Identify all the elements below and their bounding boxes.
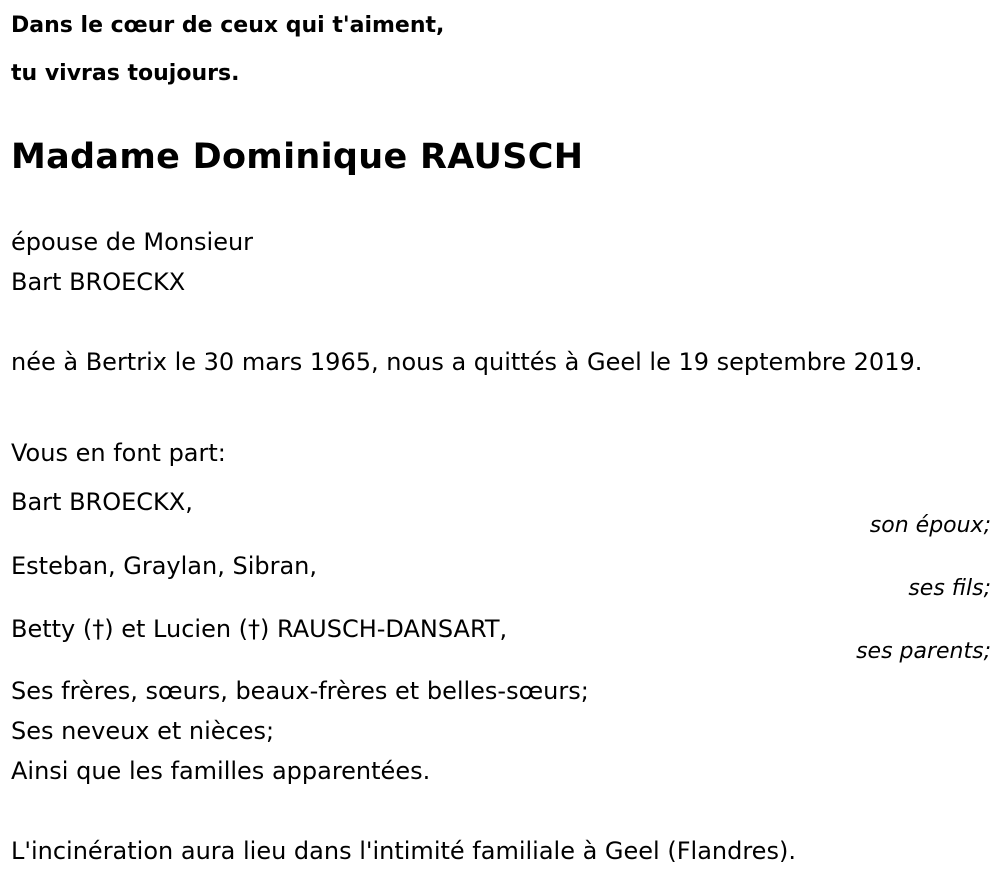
spouse-line-1: épouse de Monsieur [11,228,254,256]
announcement-intro: Vous en font part: [11,439,226,467]
family-member-relation: ses parents; [856,639,991,664]
spouse-block [11,222,253,302]
family-member-relation: ses fils; [908,576,991,601]
other-mourners-line: Ainsi que les familles apparentées. [11,757,431,785]
other-mourners [11,671,589,791]
deceased-name: Madame Dominique RAUSCH [11,137,584,177]
epigraph-line-1: Dans le cœur de ceux qui t'aiment, [11,13,445,38]
ceremony-text: L'incinération aura lieu dans l'intimité familiale à Geel (Flandres). [11,837,796,865]
other-mourners-line: Ses neveux et nièces; [11,717,275,745]
other-mourners-line: Ses frères, sœurs, beaux-frères et belles-sœurs; [11,677,589,705]
family-member-names: Esteban, Graylan, Sibran, [11,552,318,580]
epigraph-line-2: tu vivras toujours. [11,61,240,86]
family-member-names: Betty (†) et Lucien (†) RAUSCH-DANSART, [11,615,508,643]
family-member-relation: son époux; [869,513,991,538]
spouse-line-2: Bart BROECKX [11,268,186,296]
birth-death-text: née à Bertrix le 30 mars 1965, nous a quittés à Geel le 19 septembre 2019. [11,348,923,376]
family-member-names: Bart BROECKX, [11,488,193,516]
